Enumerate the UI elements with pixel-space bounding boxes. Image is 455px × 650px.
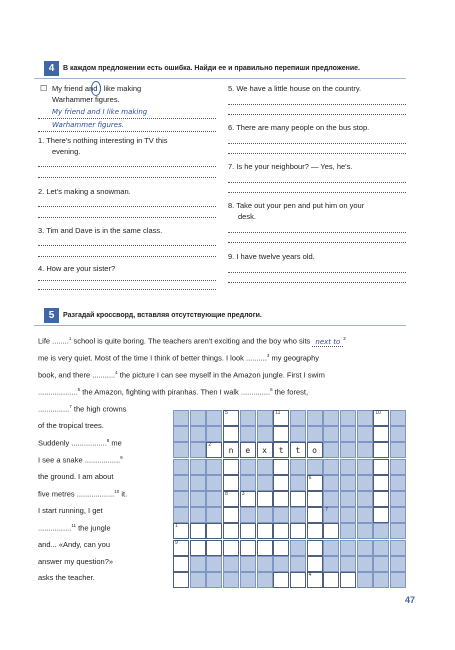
crossword-letter: t (278, 446, 284, 456)
crossword-block (390, 459, 406, 475)
crossword-cell (373, 507, 389, 523)
crossword-cell (223, 491, 239, 507)
crossword-block (340, 410, 356, 426)
crossword-block (307, 426, 323, 442)
crossword-cell (373, 442, 389, 458)
crossword-block (240, 507, 256, 523)
crossword-block (323, 442, 339, 458)
crossword-block (340, 491, 356, 507)
answer-line (38, 131, 216, 132)
crossword-block (257, 475, 273, 491)
crossword-block (390, 523, 406, 539)
story-line-11: I start running, I get (38, 506, 103, 515)
story-line-5: ...............$^7$ the high crowns (38, 404, 127, 414)
crossword-block (390, 540, 406, 556)
answer-line (38, 166, 216, 167)
crossword-cell (223, 410, 239, 426)
crossword-block (357, 426, 373, 442)
crossword-block (373, 572, 389, 588)
crossword-block (390, 475, 406, 491)
separator (34, 78, 406, 79)
crossword-cell (373, 491, 389, 507)
crossword-block (206, 507, 222, 523)
crossword-cell (223, 442, 239, 458)
crossword-block (290, 507, 306, 523)
story-line-6: of the tropical trees. (38, 421, 104, 430)
crossword-letter: o (312, 446, 317, 456)
crossword-block (390, 572, 406, 588)
crossword-letter: e (245, 446, 251, 456)
crossword-block (240, 410, 256, 426)
crossword-block (206, 556, 222, 572)
crossword-cell (307, 523, 323, 539)
crossword-block (206, 491, 222, 507)
crossword-cell (290, 442, 306, 458)
crossword-cell (273, 491, 289, 507)
sentence-1-cont: evening. (52, 147, 81, 156)
crossword-block (323, 459, 339, 475)
crossword-cell (273, 523, 289, 539)
clue-number: 10 (375, 410, 381, 416)
crossword-block (190, 572, 206, 588)
clue-number: 5 (225, 410, 228, 416)
crossword-block (340, 540, 356, 556)
crossword-block (357, 540, 373, 556)
answer-line (38, 217, 216, 218)
story-line-2: me is very quiet. Most of the time I think of better things. I look ..........$^3$ my geography (38, 353, 319, 363)
crossword-block (206, 459, 222, 475)
answer-line (228, 182, 406, 183)
crossword-block (390, 556, 406, 572)
crossword-cell (240, 523, 256, 539)
crossword-block (357, 442, 373, 458)
crossword-letter: n (228, 446, 234, 456)
clue-number: 11 (275, 410, 281, 416)
example-answer-1: My friend and I like making (52, 108, 148, 116)
crossword-block (323, 556, 339, 572)
crossword-block (290, 475, 306, 491)
crossword-block (357, 507, 373, 523)
crossword-block (257, 556, 273, 572)
answer-line (228, 272, 406, 273)
crossword-block (307, 410, 323, 426)
clue-number: 6 (308, 474, 312, 481)
crossword-cell (223, 459, 239, 475)
crossword-block (357, 572, 373, 588)
answer-line (38, 245, 216, 246)
crossword-block (290, 410, 306, 426)
sentence-4: 4. How are your sister? (38, 264, 116, 273)
crossword-cell (307, 572, 323, 588)
crossword-block (206, 410, 222, 426)
story-line-9: the ground. I am about (38, 472, 114, 481)
crossword-cell (307, 491, 323, 507)
crossword-cell (273, 540, 289, 556)
clue-number: 1 (175, 523, 178, 530)
crossword-block (240, 572, 256, 588)
crossword-block (240, 475, 256, 491)
exercise-5-number: 5 (44, 308, 59, 323)
crossword-cell (307, 475, 323, 491)
crossword-block (340, 475, 356, 491)
crossword-cell (373, 475, 389, 491)
answer-line (228, 143, 406, 144)
crossword-cell (257, 540, 273, 556)
crossword-block (206, 572, 222, 588)
exercise-4-number: 4 (44, 61, 59, 76)
crossword-cell (240, 491, 256, 507)
crossword-block (190, 475, 206, 491)
error-circle-mark (91, 81, 101, 96)
crossword-cell (373, 459, 389, 475)
crossword-cell (240, 540, 256, 556)
crossword-cell (307, 556, 323, 572)
crossword-block (373, 540, 389, 556)
crossword-block (190, 426, 206, 442)
crossword-cell (323, 523, 339, 539)
crossword-block (373, 556, 389, 572)
crossword-block (290, 426, 306, 442)
crossword-block (190, 459, 206, 475)
story-line-15: asks the teacher. (38, 573, 95, 582)
story-line-10: five metres ..................$^{10}$ it. (38, 489, 128, 499)
crossword-block (257, 410, 273, 426)
crossword-cell (290, 491, 306, 507)
crossword-block (173, 426, 189, 442)
answer-line (228, 192, 406, 193)
crossword-block (390, 410, 406, 426)
crossword-block (273, 556, 289, 572)
answer-line (38, 280, 216, 281)
crossword-cell (273, 459, 289, 475)
crossword-block (223, 556, 239, 572)
handwritten-answer-1: next to (312, 338, 343, 347)
crossword-block (323, 426, 339, 442)
crossword-cell (223, 540, 239, 556)
crossword-block (340, 442, 356, 458)
sentence-3: 3. Tim and Dave is in the same class. (38, 226, 163, 235)
example-line-2: Warhammer figures. (52, 95, 120, 104)
crossword-block (307, 459, 323, 475)
exercise-4-title: В каждом предложении есть ошибка. Найди ее и правильно перепиши предложение. (63, 65, 360, 72)
crossword-block (173, 442, 189, 458)
answer-line (38, 118, 216, 119)
story-line-4: ...................$^5$ the Amazon, fighting with piranhas. Then I walk ..............$^6$ the forest, (38, 387, 309, 397)
sentence-6: 6. There are many people on the bus stop. (228, 123, 370, 132)
crossword-cell (373, 410, 389, 426)
crossword-block (290, 556, 306, 572)
clue-number: 9 (175, 539, 178, 546)
crossword-block (173, 475, 189, 491)
crossword-cell (307, 442, 323, 458)
crossword-cell (340, 572, 356, 588)
crossword-cell (257, 491, 273, 507)
sentence-8-cont: desk. (238, 212, 256, 221)
example-answer-2: Warhammer figures. (52, 121, 124, 129)
answer-line (228, 242, 406, 243)
crossword-cell (323, 572, 339, 588)
crossword-block (373, 523, 389, 539)
crossword-block (323, 507, 339, 523)
sentence-7: 7. Is he your neighbour? — Yes, he's. (228, 162, 353, 171)
crossword-cell (206, 540, 222, 556)
crossword-grid (173, 410, 407, 588)
crossword-block (357, 459, 373, 475)
crossword-cell (273, 426, 289, 442)
sentence-8: 8. Take out your pen and put him on your (228, 201, 365, 210)
clue-number: 4 (308, 572, 312, 578)
crossword-block (340, 426, 356, 442)
exercise-5-title: Разгадай кроссворд, вставляя отсутствующие предлоги. (63, 312, 262, 319)
crossword-letter: x (262, 446, 267, 456)
sentence-5: 5. We have a little house on the country. (228, 84, 362, 93)
crossword-cell (273, 410, 289, 426)
answer-line (228, 104, 406, 105)
answer-line (38, 177, 216, 178)
crossword-cell (223, 507, 239, 523)
crossword-block (390, 426, 406, 442)
crossword-cell (190, 540, 206, 556)
crossword-block (290, 540, 306, 556)
sentence-1: 1. There's nothing interesting in TV this (38, 136, 168, 145)
clue-number: 7 (325, 507, 329, 514)
crossword-cell (273, 572, 289, 588)
clue-number: 8 (225, 491, 228, 497)
crossword-block (190, 507, 206, 523)
crossword-block (173, 491, 189, 507)
crossword-cell (257, 523, 273, 539)
crossword-cell (173, 556, 189, 572)
crossword-block (340, 556, 356, 572)
crossword-block (190, 442, 206, 458)
crossword-block (257, 572, 273, 588)
crossword-cell (257, 442, 273, 458)
crossword-block (323, 491, 339, 507)
crossword-cell (173, 572, 189, 588)
answer-line (38, 256, 216, 257)
crossword-block (323, 410, 339, 426)
crossword-block (357, 491, 373, 507)
crossword-block (357, 523, 373, 539)
crossword-block (257, 426, 273, 442)
crossword-block (173, 459, 189, 475)
crossword-block (273, 507, 289, 523)
crossword-block (390, 442, 406, 458)
crossword-cell (273, 475, 289, 491)
crossword-block (390, 491, 406, 507)
crossword-letter: t (295, 446, 301, 456)
answer-line (228, 282, 406, 283)
crossword-cell (290, 572, 306, 588)
crossword-block (206, 426, 222, 442)
crossword-block (257, 507, 273, 523)
example-line-1: My friend and I like making (52, 84, 142, 93)
answer-line (38, 289, 216, 290)
crossword-block (190, 410, 206, 426)
page-number: 47 (405, 595, 416, 605)
answer-line (228, 232, 406, 233)
crossword-block (206, 475, 222, 491)
crossword-block (173, 410, 189, 426)
crossword-block (290, 459, 306, 475)
story-line-3: book, and there ...........$^4$ the picture I can see myself in the Amazon jungle. First I swim (38, 370, 325, 380)
answer-line (38, 206, 216, 207)
crossword-cell (173, 523, 189, 539)
crossword-cell (290, 523, 306, 539)
story-line-13: and... «Andy, can you (38, 540, 110, 549)
crossword-cell (273, 442, 289, 458)
crossword-cell (223, 426, 239, 442)
crossword-cell (307, 507, 323, 523)
sentence-2: 2. Let's making a snowman. (38, 187, 131, 196)
crossword-cell (206, 523, 222, 539)
crossword-cell (223, 523, 239, 539)
crossword-block (340, 507, 356, 523)
crossword-block (357, 556, 373, 572)
crossword-block (323, 540, 339, 556)
separator (34, 325, 406, 326)
crossword-block (190, 491, 206, 507)
crossword-cell (373, 426, 389, 442)
clue-number: 3 (241, 491, 245, 497)
story-line-1: Life ........$^1$ school is quite boring. The teachers aren't exciting and the boy who sits next to $^2$ (38, 336, 346, 346)
crossword-cell (223, 475, 239, 491)
crossword-block (257, 459, 273, 475)
crossword-cell (190, 523, 206, 539)
crossword-block (223, 572, 239, 588)
crossword-block (357, 410, 373, 426)
crossword-block (357, 475, 373, 491)
crossword-block (390, 507, 406, 523)
crossword-cell (240, 442, 256, 458)
story-line-14: answer my question?» (38, 557, 114, 566)
crossword-cell (206, 442, 222, 458)
checkbox-icon: ☐ (40, 84, 48, 93)
crossword-block (190, 556, 206, 572)
answer-line (228, 114, 406, 115)
answer-line (228, 153, 406, 154)
crossword-block (240, 556, 256, 572)
crossword-cell (307, 540, 323, 556)
story-line-7: Suddenly .................$^8$ me (38, 438, 122, 448)
story-line-8: I see a snake .................$^9$ (38, 455, 123, 465)
crossword-block (340, 523, 356, 539)
clue-number: 2 (208, 442, 212, 449)
crossword-block (323, 475, 339, 491)
crossword-block (240, 459, 256, 475)
sentence-9: 9. I have twelve years old. (228, 252, 315, 261)
crossword-block (173, 507, 189, 523)
crossword-cell (173, 540, 189, 556)
crossword-block (240, 426, 256, 442)
story-line-12: ................$^{11}$ the jungle (38, 523, 111, 533)
crossword-block (340, 459, 356, 475)
